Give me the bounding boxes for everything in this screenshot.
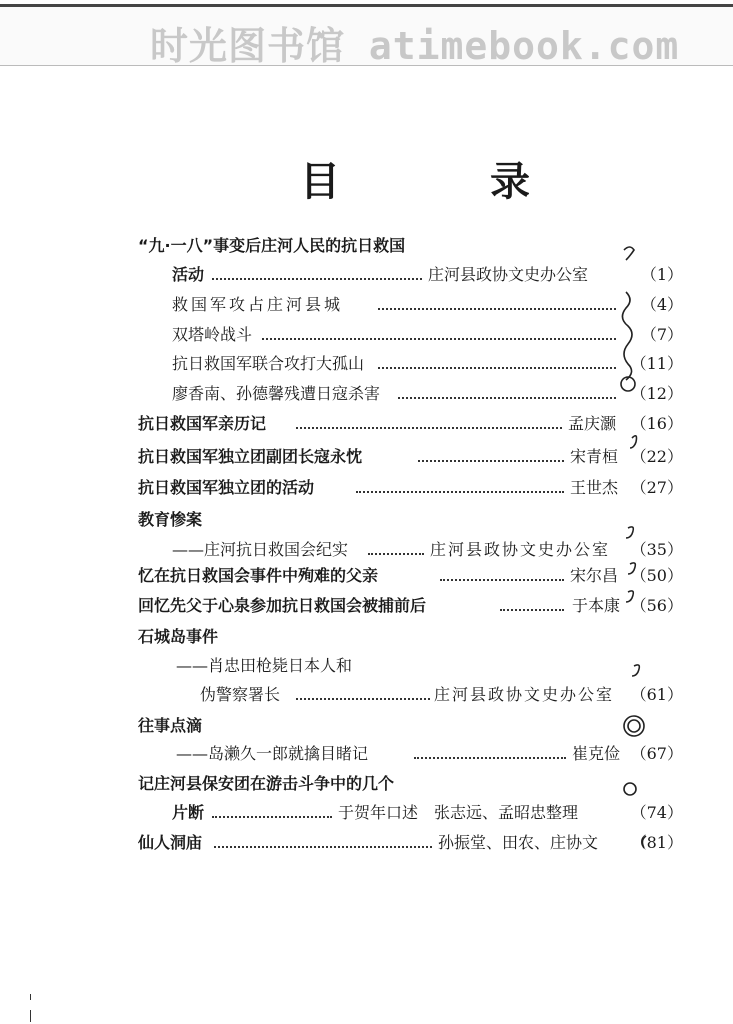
entry-author: 宋青桓: [570, 447, 619, 466]
entry-title: 片断: [172, 803, 205, 822]
entry-title: 往事点滴: [138, 716, 203, 735]
entry-page: （22）: [630, 447, 683, 466]
pencil-mark: [630, 436, 637, 448]
entry-author: 庄河县政协文史办公室: [430, 540, 611, 559]
entry-title: “九·一八”事变后庄河人民的抗日救国: [138, 236, 406, 255]
entry-title: 廖香南、孙德馨残遭日寇杀害: [172, 384, 381, 403]
entry-title: ——庄河抗日救国会纪实: [172, 540, 349, 559]
entry-author: 庄河县政协文史办公室: [428, 265, 589, 284]
pencil-circle: [624, 716, 644, 736]
entry-page: （35）: [630, 540, 683, 559]
entry-author: 孙振堂、田农、庄协文: [438, 833, 599, 852]
entry-title: 仙人洞庙: [138, 833, 203, 852]
entry-page: （1）: [640, 265, 683, 284]
entry-title: 石城岛事件: [138, 627, 219, 646]
entry-title: 记庄河县保安团在游击斗争中的几个: [138, 774, 395, 793]
entry-page: （61）: [630, 685, 683, 704]
entry-page: （12）: [630, 384, 683, 403]
entry-page: （27）: [630, 478, 683, 497]
pencil-mark: [626, 591, 633, 602]
entry-page: （56）: [630, 596, 683, 615]
pencil-mark: [628, 563, 635, 574]
entry-page: （7）: [640, 325, 683, 344]
entry-author: 孟庆灏: [568, 414, 617, 433]
pencil-mark: [626, 527, 633, 538]
entry-author: 宋尔昌: [570, 566, 619, 585]
pencil-bracket: [622, 292, 632, 380]
entry-page: （67）: [630, 744, 683, 763]
entry-title: 救国军攻占庄河县城: [172, 295, 344, 314]
entry-page: （81）: [630, 833, 683, 852]
binding-edge-mark: [30, 1010, 31, 1022]
entry-page: （50）: [630, 566, 683, 585]
pencil-mark: [624, 247, 634, 260]
watermark-text: 时光图书馆 atimebook.com: [150, 24, 680, 66]
entry-title: 双塔岭战斗: [172, 325, 253, 344]
entry-title: 伪警察署长: [200, 685, 281, 704]
entry-title: 抗日救国军独立团副团长寇永忱: [138, 447, 363, 466]
entry-author: 于贺年口述 张志远、孟昭忠整理: [338, 803, 579, 822]
entry-author: 于本康: [572, 596, 621, 615]
entry-author: 王世杰: [570, 478, 619, 497]
pencil-circle: [624, 783, 636, 795]
entry-title: ——岛濑久一郎就擒目睹记: [176, 744, 369, 763]
pencil-circle: [628, 720, 640, 732]
entry-title: 回忆先父于心泉参加抗日救国会被捕前后: [138, 596, 427, 615]
entry-title: 抗日救国军独立团的活动: [138, 478, 315, 497]
entry-page: （4）: [640, 295, 683, 314]
entry-title: 抗日救国军亲历记: [138, 414, 267, 433]
entry-page: （11）: [630, 354, 683, 373]
entry-author: 崔克俭: [572, 744, 621, 763]
entry-title: 教育惨案: [138, 510, 203, 529]
entry-title: 抗日救国军联合攻打大孤山: [172, 354, 365, 373]
page-title-char: 目: [300, 159, 340, 205]
entry-page: （16）: [630, 414, 683, 433]
entry-title: 活动: [172, 265, 205, 284]
entry-author: 庄河县政协文史办公室: [434, 685, 615, 704]
page-title-char: 录: [490, 159, 530, 205]
binding-edge-mark: [30, 994, 31, 1000]
pencil-mark: [632, 665, 639, 676]
pencil-mark: [642, 836, 646, 848]
entry-page: （74）: [630, 803, 683, 822]
entry-title: 忆在抗日救国会事件中殉难的父亲: [138, 566, 379, 585]
entry-title: ——肖忠田枪毙日本人和: [176, 656, 353, 675]
